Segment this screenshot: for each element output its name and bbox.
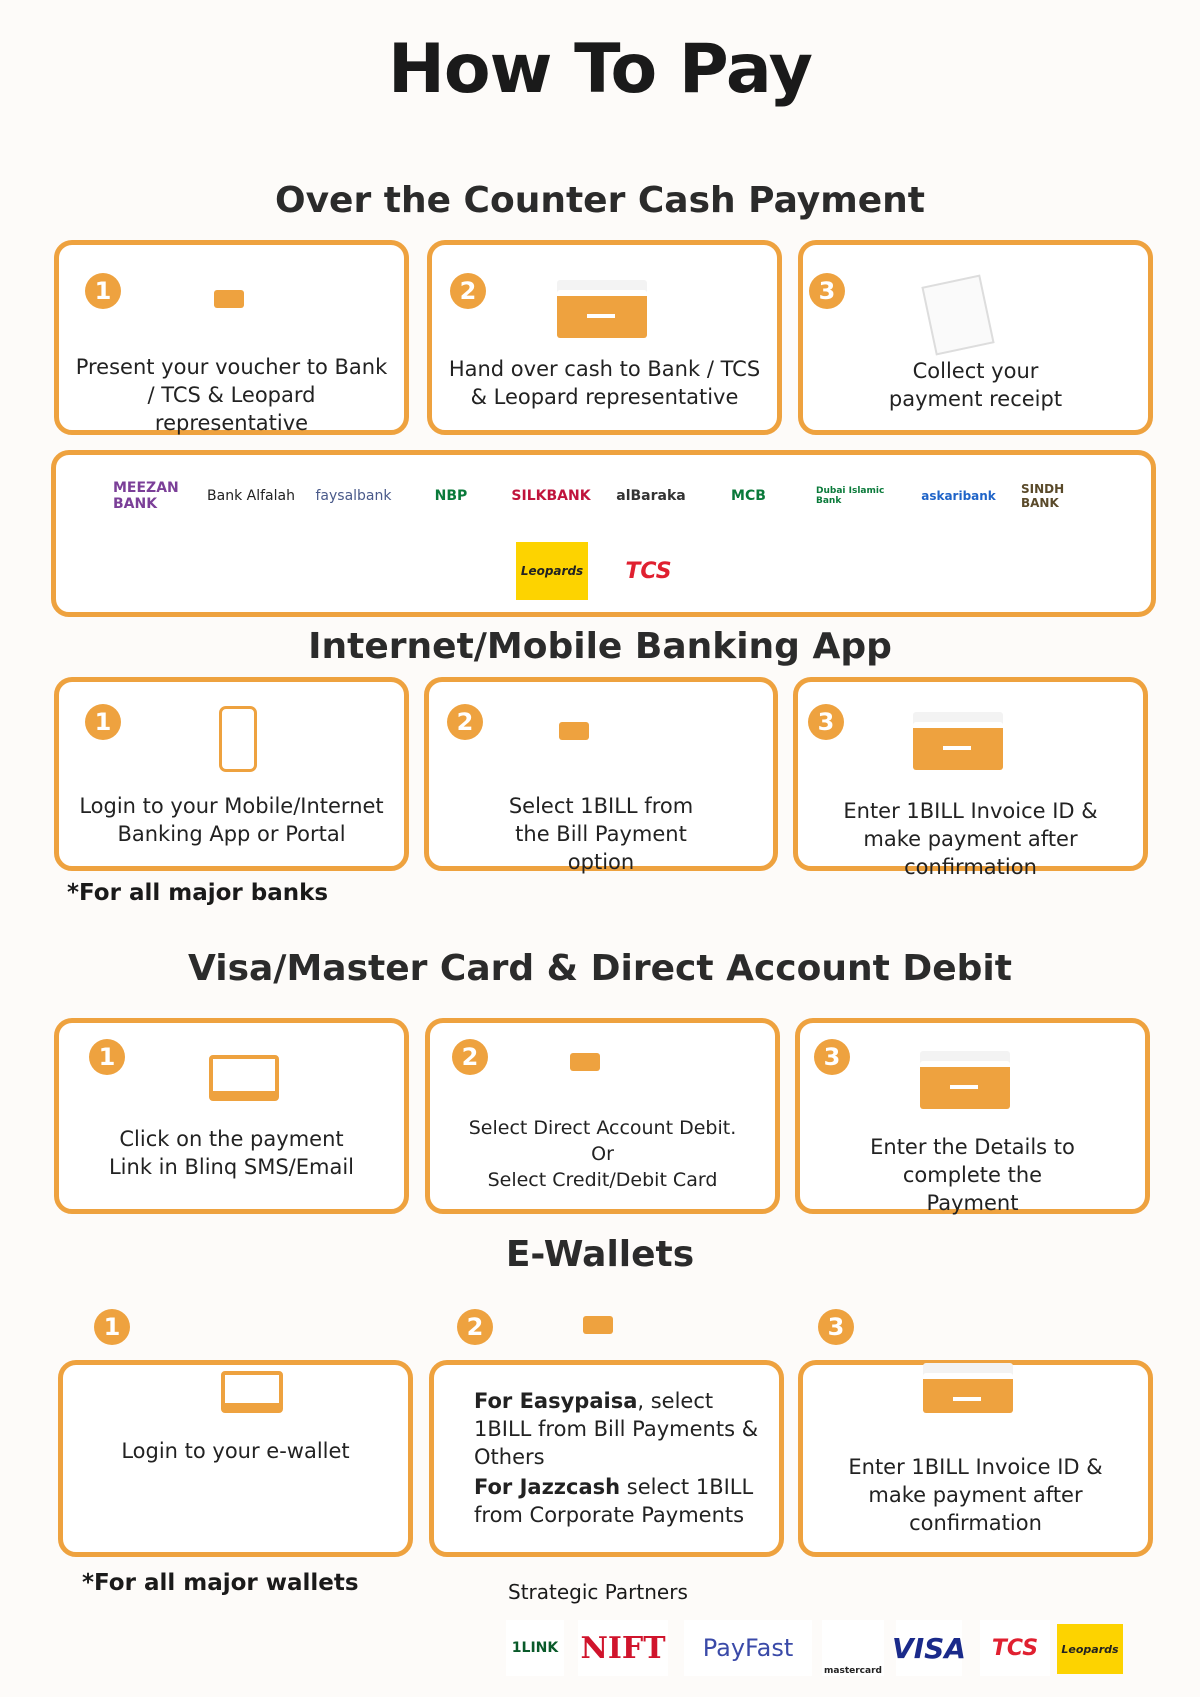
step-text: Enter 1BILL Invoice ID & make payment after confirmation xyxy=(843,799,1098,879)
step-number: 1 xyxy=(85,273,121,309)
step-number: 2 xyxy=(452,1039,488,1075)
partner-logo: TCS xyxy=(980,1620,1050,1676)
internet-step-2 xyxy=(424,677,778,874)
partner-logo: NIFT xyxy=(578,1620,668,1676)
bank-logos-panel xyxy=(51,450,1156,617)
step-line: Select Direct Account Debit. xyxy=(468,1117,737,1139)
step-number: 2 xyxy=(457,1309,493,1345)
jazzcash-instructions: select 1BILL from Corporate Payments xyxy=(474,1475,754,1527)
step-number: 3 xyxy=(808,704,844,740)
counter-step-3 xyxy=(798,240,1153,435)
wallet-step-2 xyxy=(429,1360,784,1557)
laptop-icon xyxy=(209,1055,279,1101)
partner-logo: Leopards xyxy=(1057,1624,1123,1674)
banks-note: *For all major banks xyxy=(67,880,329,906)
step-text: Select 1BILL from the Bill Payment option xyxy=(508,794,694,874)
partner-logo: VISA xyxy=(896,1620,962,1676)
section-heading-card: Visa/Master Card & Direct Account Debit xyxy=(188,948,1012,989)
bank-logo: MCB xyxy=(711,465,786,527)
card-icon xyxy=(583,1316,613,1338)
bank-logo: SILKBANK xyxy=(506,465,596,527)
bank-logo: Leopards xyxy=(516,542,588,600)
easypaisa-text xyxy=(474,1387,769,1471)
step-number: 1 xyxy=(89,1039,125,1075)
easypaisa-instructions: , select 1BILL from Bill Payments & Others xyxy=(474,1389,759,1469)
partners-label: Strategic Partners xyxy=(508,1580,688,1604)
counter-step-2 xyxy=(427,240,782,435)
step-line: Select Credit/Debit Card xyxy=(487,1169,718,1191)
card-icon xyxy=(559,722,589,744)
phone-icon xyxy=(219,706,257,772)
internet-step-1 xyxy=(54,677,409,871)
card-step-1 xyxy=(54,1018,409,1214)
section-heading-counter: Over the Counter Cash Payment xyxy=(274,180,926,221)
card-icon xyxy=(570,1053,600,1075)
cash-icon xyxy=(920,1061,1010,1109)
step-line: Or xyxy=(591,1143,614,1165)
step-number: 1 xyxy=(85,704,121,740)
step-text: Enter 1BILL Invoice ID & make payment after confirmation xyxy=(848,1455,1103,1535)
laptop-icon xyxy=(221,1371,283,1413)
wallet-step-1 xyxy=(58,1360,413,1557)
card-step-2 xyxy=(425,1018,780,1214)
step-number: 3 xyxy=(814,1039,850,1075)
step-text: Click on the payment Link in Blinq SMS/Email xyxy=(108,1127,354,1179)
step-text: Collect your payment receipt xyxy=(888,359,1063,411)
cash-icon xyxy=(557,290,647,338)
card-step-3 xyxy=(795,1018,1150,1214)
step-text: Enter the Details to complete the Payment xyxy=(870,1135,1075,1215)
step-text: Present your voucher to Bank / TCS & Leopard representative xyxy=(75,355,388,435)
wallets-note: *For all major wallets xyxy=(82,1570,359,1596)
bank-logo: Bank Alfalah xyxy=(206,465,296,527)
bank-logo: Dubai Islamic Bank xyxy=(816,465,901,527)
section-heading-internet: Internet/Mobile Banking App xyxy=(308,626,892,667)
bank-logo: NBP xyxy=(416,465,486,527)
bank-logo: MEEZAN BANK xyxy=(113,465,183,527)
step-number: 3 xyxy=(818,1309,854,1345)
step-text: Login to your e-wallet xyxy=(121,1439,350,1463)
step-number: 1 xyxy=(94,1309,130,1345)
bank-logo: faysalbank xyxy=(306,465,401,527)
bank-logo: alBaraka xyxy=(606,465,696,527)
step-text: Login to your Mobile/Internet Banking App or Portal xyxy=(79,794,384,846)
internet-step-3 xyxy=(793,677,1148,879)
cash-icon xyxy=(913,722,1003,770)
step-number: 3 xyxy=(809,273,845,309)
step-text xyxy=(440,1115,765,1193)
step-text: Hand over cash to Bank / TCS & Leopard representative xyxy=(448,357,761,409)
wallet-step-3 xyxy=(798,1360,1153,1557)
receipt-icon xyxy=(921,275,994,356)
section-heading-ewallets: E-Wallets xyxy=(505,1234,695,1275)
counter-step-1 xyxy=(54,240,409,435)
step-number: 2 xyxy=(450,273,486,309)
partner-logo: mastercard xyxy=(822,1620,884,1676)
cash-icon xyxy=(923,1373,1013,1413)
jazzcash-label: For Jazzcash xyxy=(474,1475,621,1499)
bank-logo: TCS xyxy=(611,542,686,600)
easypaisa-label: For Easypaisa xyxy=(474,1389,638,1413)
jazzcash-text xyxy=(474,1473,769,1529)
bank-logo: SINDH BANK xyxy=(1021,465,1106,527)
step-number: 2 xyxy=(447,704,483,740)
card-icon xyxy=(214,290,244,312)
partner-logo: PayFast xyxy=(684,1620,812,1676)
bank-logo: askaribank xyxy=(921,465,996,527)
page-title: How To Pay xyxy=(388,30,812,109)
partner-logo: 1LINK xyxy=(506,1620,564,1676)
